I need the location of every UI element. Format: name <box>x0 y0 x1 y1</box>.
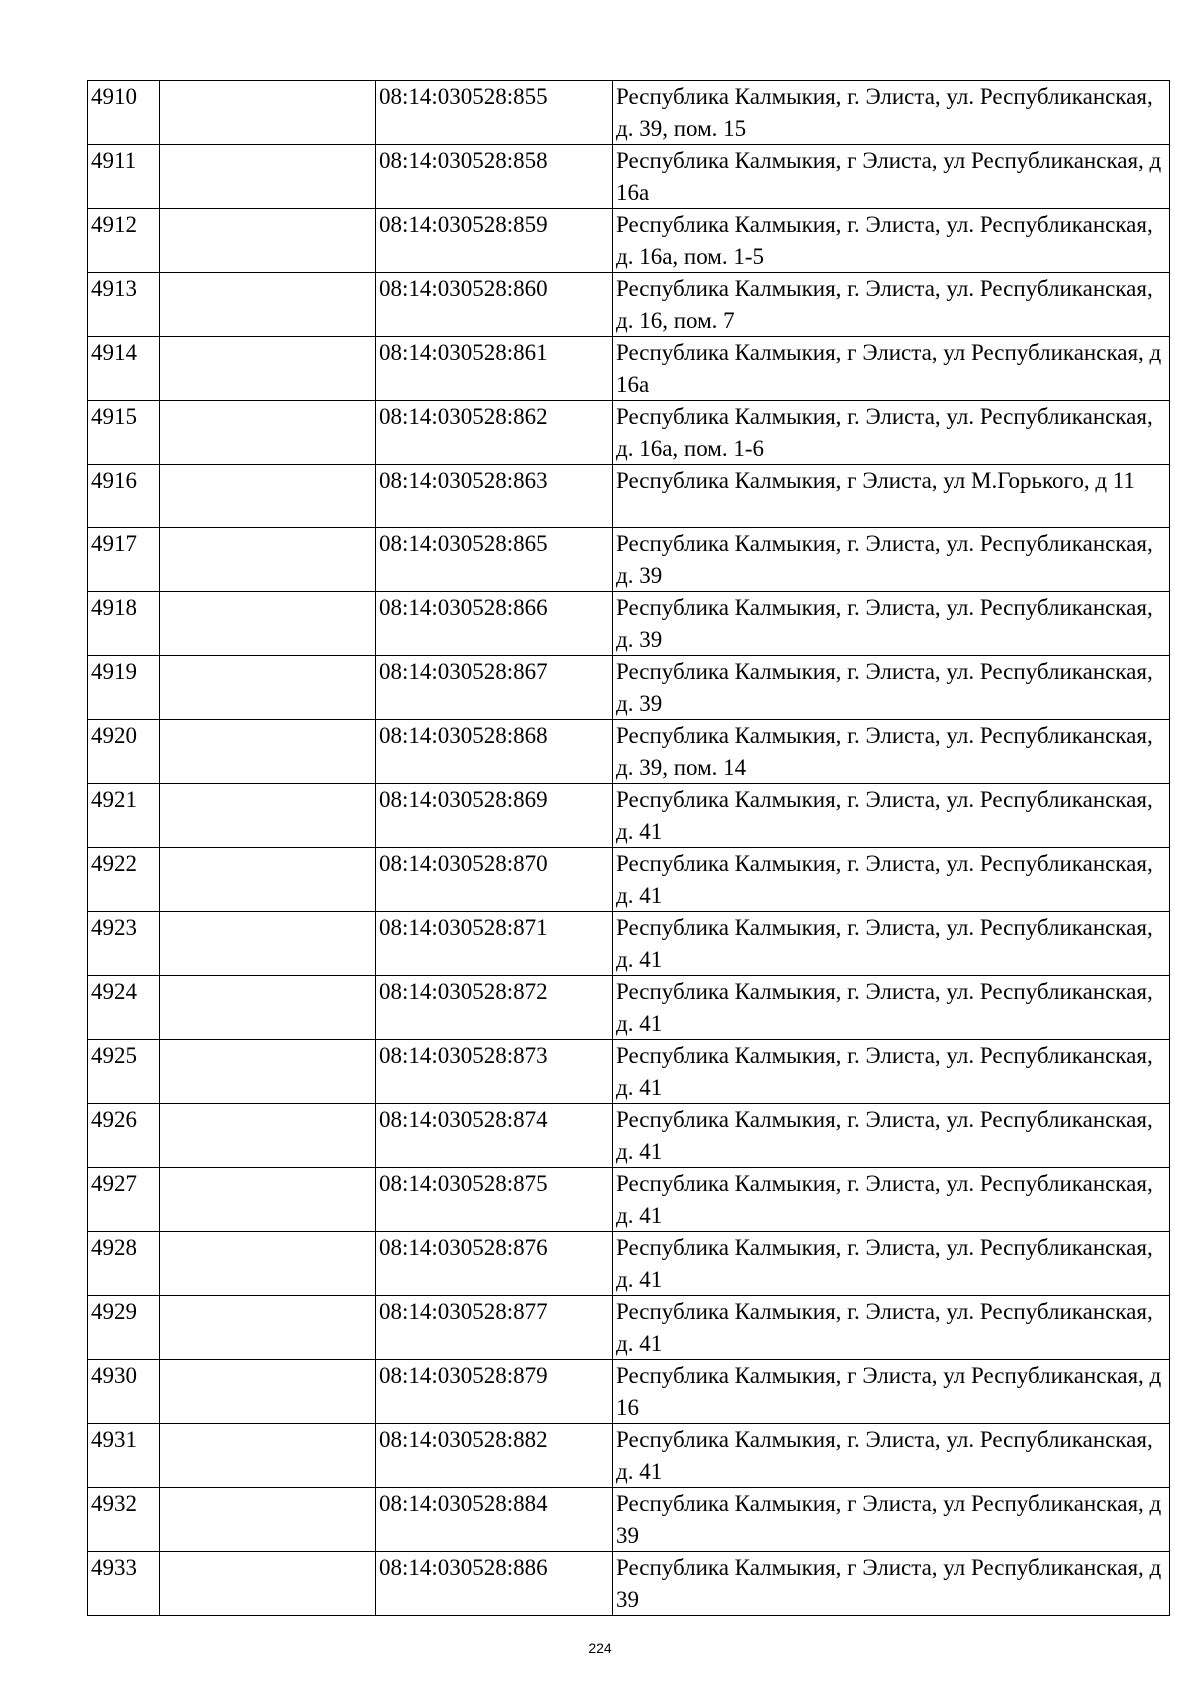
row-number-cell: 4926 <box>88 1104 160 1168</box>
cadastral-number-cell: 08:14:030528:865 <box>376 528 613 592</box>
address-cell: Республика Калмыкия, г. Элиста, ул. Республиканская, д. 41 <box>613 1232 1170 1296</box>
cadastral-number-cell: 08:14:030528:873 <box>376 1040 613 1104</box>
owner-cell <box>160 145 376 209</box>
row-number-cell: 4923 <box>88 912 160 976</box>
row-number-cell: 4927 <box>88 1168 160 1232</box>
cadastral-number-cell: 08:14:030528:870 <box>376 848 613 912</box>
table-row <box>88 528 1170 592</box>
row-number-cell: 4929 <box>88 1296 160 1360</box>
cadastral-number-cell: 08:14:030528:858 <box>376 145 613 209</box>
table-row <box>88 1104 1170 1168</box>
address-cell: Республика Калмыкия, г. Элиста, ул. Республиканская, д. 39 <box>613 528 1170 592</box>
cadastral-number-cell: 08:14:030528:876 <box>376 1232 613 1296</box>
owner-cell <box>160 1552 376 1616</box>
cadastral-number-cell: 08:14:030528:871 <box>376 912 613 976</box>
table-row <box>88 209 1170 273</box>
table-row <box>88 848 1170 912</box>
table-row <box>88 656 1170 720</box>
row-number-cell: 4922 <box>88 848 160 912</box>
address-cell: Республика Калмыкия, г. Элиста, ул. Республиканская, д. 16а, пом. 1-6 <box>613 401 1170 465</box>
table-row <box>88 592 1170 656</box>
address-cell: Республика Калмыкия, г. Элиста, ул. Республиканская, д. 39, пом. 14 <box>613 720 1170 784</box>
cadastral-number-cell: 08:14:030528:886 <box>376 1552 613 1616</box>
address-cell: Республика Калмыкия, г Элиста, ул Республиканская, д 16а <box>613 337 1170 401</box>
owner-cell <box>160 528 376 592</box>
table-row <box>88 1424 1170 1488</box>
cadastral-number-cell: 08:14:030528:884 <box>376 1488 613 1552</box>
address-cell: Республика Калмыкия, г. Элиста, ул. Республиканская, д. 41 <box>613 848 1170 912</box>
table-row <box>88 465 1170 528</box>
owner-cell <box>160 337 376 401</box>
address-cell: Республика Калмыкия, г. Элиста, ул. Республиканская, д. 41 <box>613 1296 1170 1360</box>
table-row <box>88 784 1170 848</box>
owner-cell <box>160 1296 376 1360</box>
address-cell: Республика Калмыкия, г Элиста, ул М.Горького, д 11 <box>613 465 1170 528</box>
cadastral-number-cell: 08:14:030528:866 <box>376 592 613 656</box>
address-cell: Республика Калмыкия, г. Элиста, ул. Республиканская, д. 41 <box>613 784 1170 848</box>
owner-cell <box>160 656 376 720</box>
cadastral-number-cell: 08:14:030528:872 <box>376 976 613 1040</box>
cadastral-number-cell: 08:14:030528:859 <box>376 209 613 273</box>
row-number-cell: 4924 <box>88 976 160 1040</box>
owner-cell <box>160 848 376 912</box>
address-cell: Республика Калмыкия, г. Элиста, ул. Республиканская, д. 41 <box>613 1040 1170 1104</box>
cadastral-number-cell: 08:14:030528:877 <box>376 1296 613 1360</box>
table-row <box>88 1232 1170 1296</box>
address-cell: Республика Калмыкия, г. Элиста, ул. Республиканская, д. 41 <box>613 912 1170 976</box>
row-number-cell: 4916 <box>88 465 160 528</box>
row-number-cell: 4910 <box>88 81 160 145</box>
owner-cell <box>160 720 376 784</box>
cadastral-number-cell: 08:14:030528:882 <box>376 1424 613 1488</box>
owner-cell <box>160 209 376 273</box>
row-number-cell: 4928 <box>88 1232 160 1296</box>
owner-cell <box>160 1424 376 1488</box>
row-number-cell: 4920 <box>88 720 160 784</box>
cadastral-number-cell: 08:14:030528:861 <box>376 337 613 401</box>
owner-cell <box>160 465 376 528</box>
registry-table <box>87 80 1170 1616</box>
row-number-cell: 4921 <box>88 784 160 848</box>
address-cell: Республика Калмыкия, г Элиста, ул Республиканская, д 39 <box>613 1552 1170 1616</box>
row-number-cell: 4913 <box>88 273 160 337</box>
page-number: 224 <box>588 1640 612 1656</box>
row-number-cell: 4930 <box>88 1360 160 1424</box>
address-cell: Республика Калмыкия, г. Элиста, ул. Республиканская, д. 41 <box>613 1104 1170 1168</box>
row-number-cell: 4933 <box>88 1552 160 1616</box>
row-number-cell: 4917 <box>88 528 160 592</box>
table-row <box>88 401 1170 465</box>
owner-cell <box>160 401 376 465</box>
owner-cell <box>160 592 376 656</box>
table-row <box>88 1168 1170 1232</box>
address-cell: Республика Калмыкия, г. Элиста, ул. Республиканская, д. 39 <box>613 592 1170 656</box>
owner-cell <box>160 784 376 848</box>
cadastral-number-cell: 08:14:030528:879 <box>376 1360 613 1424</box>
table-row <box>88 1360 1170 1424</box>
table-row <box>88 273 1170 337</box>
owner-cell <box>160 1104 376 1168</box>
owner-cell <box>160 912 376 976</box>
address-cell: Республика Калмыкия, г. Элиста, ул. Республиканская, д. 41 <box>613 1424 1170 1488</box>
address-cell: Республика Калмыкия, г. Элиста, ул. Республиканская, д. 41 <box>613 1168 1170 1232</box>
table-row <box>88 1040 1170 1104</box>
table-row <box>88 1552 1170 1616</box>
address-cell: Республика Калмыкия, г Элиста, ул Республиканская, д 16 <box>613 1360 1170 1424</box>
cadastral-number-cell: 08:14:030528:860 <box>376 273 613 337</box>
address-cell: Республика Калмыкия, г Элиста, ул Республиканская, д 16а <box>613 145 1170 209</box>
cadastral-number-cell: 08:14:030528:869 <box>376 784 613 848</box>
row-number-cell: 4931 <box>88 1424 160 1488</box>
table-row <box>88 912 1170 976</box>
cadastral-number-cell: 08:14:030528:855 <box>376 81 613 145</box>
cadastral-number-cell: 08:14:030528:862 <box>376 401 613 465</box>
owner-cell <box>160 1360 376 1424</box>
table-row <box>88 720 1170 784</box>
row-number-cell: 4932 <box>88 1488 160 1552</box>
table-row <box>88 81 1170 145</box>
owner-cell <box>160 1040 376 1104</box>
address-cell: Республика Калмыкия, г. Элиста, ул. Республиканская, д. 39, пом. 15 <box>613 81 1170 145</box>
row-number-cell: 4925 <box>88 1040 160 1104</box>
owner-cell <box>160 273 376 337</box>
row-number-cell: 4914 <box>88 337 160 401</box>
owner-cell <box>160 1168 376 1232</box>
table-row <box>88 1296 1170 1360</box>
cadastral-number-cell: 08:14:030528:867 <box>376 656 613 720</box>
address-cell: Республика Калмыкия, г Элиста, ул Республиканская, д 39 <box>613 1488 1170 1552</box>
address-cell: Республика Калмыкия, г. Элиста, ул. Республиканская, д. 41 <box>613 976 1170 1040</box>
owner-cell <box>160 1488 376 1552</box>
row-number-cell: 4912 <box>88 209 160 273</box>
owner-cell <box>160 81 376 145</box>
owner-cell <box>160 976 376 1040</box>
table-row <box>88 1488 1170 1552</box>
cadastral-number-cell: 08:14:030528:868 <box>376 720 613 784</box>
row-number-cell: 4911 <box>88 145 160 209</box>
address-cell: Республика Калмыкия, г. Элиста, ул. Республиканская, д. 16а, пом. 1-5 <box>613 209 1170 273</box>
table-row <box>88 145 1170 209</box>
address-cell: Республика Калмыкия, г. Элиста, ул. Республиканская, д. 16, пом. 7 <box>613 273 1170 337</box>
row-number-cell: 4919 <box>88 656 160 720</box>
row-number-cell: 4915 <box>88 401 160 465</box>
cadastral-number-cell: 08:14:030528:863 <box>376 465 613 528</box>
cadastral-number-cell: 08:14:030528:874 <box>376 1104 613 1168</box>
cadastral-number-cell: 08:14:030528:875 <box>376 1168 613 1232</box>
table-row <box>88 976 1170 1040</box>
table-body <box>88 81 1170 1616</box>
row-number-cell: 4918 <box>88 592 160 656</box>
address-cell: Республика Калмыкия, г. Элиста, ул. Республиканская, д. 39 <box>613 656 1170 720</box>
owner-cell <box>160 1232 376 1296</box>
table-row <box>88 337 1170 401</box>
